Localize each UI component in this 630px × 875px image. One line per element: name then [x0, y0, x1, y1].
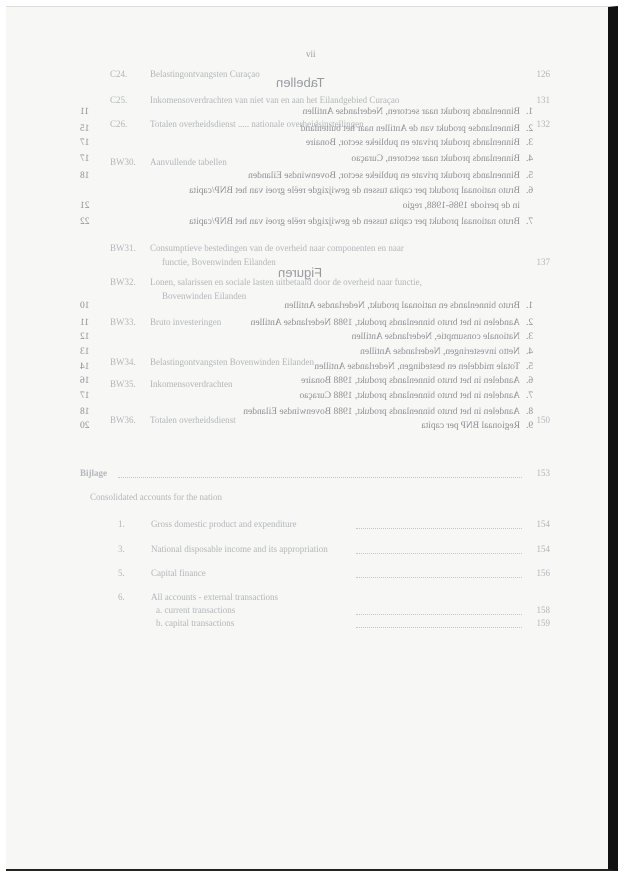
ghost-entry-code: BW34.: [110, 357, 136, 367]
ghost-entry-text: functie, Bovenwinden Eilanden: [162, 257, 276, 267]
ghost-entry-code: C24.: [110, 69, 128, 79]
toc-entry-page: 17: [80, 154, 90, 164]
toc-entry: [74, 124, 536, 137]
toc-entry-num: 5.: [526, 171, 534, 181]
toc-entry-page: 18: [80, 171, 90, 181]
ghost-entry-text: Bruto investeringen: [150, 317, 222, 327]
toc-entry: [74, 318, 536, 331]
ghost-entry-page: 132: [536, 119, 550, 129]
document-page: [6, 6, 618, 871]
toc-entry: [74, 154, 536, 167]
ghost-entry-code: BW36.: [110, 415, 136, 425]
toc-entry-num: 2.: [526, 318, 534, 328]
toc-entry-page: 13: [80, 347, 90, 357]
toc-entry-text: Nationale consumptie, Nederlandse Antillen: [351, 332, 520, 342]
bijlage-item-num: 1.: [118, 519, 125, 529]
toc-entry-page: 21: [80, 201, 90, 211]
toc-entry-text: Binnenlands produkt naar sectoren, Curaçao: [351, 154, 520, 164]
bijlage-item-num: 3.: [118, 544, 125, 554]
ghost-entry-text: Inkomensoverdrachten van niet van en aan het Eilandgebied Curaçao: [150, 95, 400, 105]
toc-entry: [74, 407, 536, 420]
toc-entry-text: Binnenlands produkt private en publieke sector, Bovenwindse Eilanden: [248, 171, 520, 181]
ghost-entry-code: C26.: [110, 119, 128, 129]
toc-entry-page: 22: [80, 217, 90, 227]
toc-entry-text: Aandelen in het bruto binnenlands produkt, 1988 Bovenwindse Eilanden: [243, 407, 520, 417]
bijlage-item-page: 154: [536, 544, 550, 554]
toc-entry-text: Bruto nationaal produkt per capita tussen de gewijzigde reële groei van het BNP/capita: [189, 186, 520, 196]
toc-entry-num: 4.: [526, 154, 534, 164]
toc-entry: [74, 201, 536, 214]
page-label: vii: [306, 49, 316, 59]
front-mirrored-layer: [6, 7, 608, 869]
toc-entry-num: 3.: [526, 332, 534, 342]
toc-entry: [74, 362, 536, 375]
ghost-entry-text: Totalen overheidsdienst ..... nationale overheidsinstellingen: [150, 119, 364, 129]
bijlage-item-text: b. capital transactions: [156, 618, 235, 628]
toc-entry-text: Binnenlands produkt private en publieke sector, Bonaire: [305, 138, 520, 148]
toc-entry: [74, 332, 536, 345]
toc-entry-num: 3.: [526, 138, 534, 148]
toc-entry-page: 15: [80, 124, 90, 134]
ghost-entry-page: 150: [536, 415, 550, 425]
toc-entry-text: Aandelen in het bruto binnenlands produkt, 1988 Curaçao: [299, 391, 520, 401]
ghost-entry-code: BW35.: [110, 379, 136, 389]
toc-entry: [74, 138, 536, 151]
toc-entry-num: 4.: [526, 347, 534, 357]
toc-entry: [74, 347, 536, 360]
bijlage-item-text: Gross domestic product and expenditure: [151, 519, 297, 529]
tabellen-title-text: Tabellen: [276, 75, 325, 90]
toc-entry-text: Netto investeringen, Nederlandse Antillen: [360, 347, 520, 357]
ghost-entry-code: BW30.: [110, 157, 136, 167]
toc-entry-page: 17: [80, 138, 90, 148]
ghost-entry-page: 126: [536, 69, 550, 79]
bijlage-item-text: National disposable income and its appropriation: [151, 544, 328, 554]
toc-entry-num: 5.: [526, 362, 534, 372]
toc-entry-page: 20: [80, 421, 90, 431]
toc-entry-text: Bruto binnenlands en nationaal produkt, Nederlandse Antillen: [284, 301, 520, 311]
bijlage-item-num: 6.: [118, 592, 125, 602]
ghost-entry-text: Bovenwinden Eilanden: [162, 291, 247, 301]
toc-entry-text: Aandelen in het bruto binnenlands produkt, 1988 Nederlandse Antillen: [250, 318, 520, 328]
bijlage-heading: Bijlage: [80, 468, 107, 478]
toc-entry: [74, 421, 536, 434]
ghost-entry-code: BW31.: [110, 243, 136, 253]
toc-entry-page: 17: [80, 391, 90, 401]
bijlage-subtitle: Consolidated accounts for the nation: [90, 492, 222, 502]
toc-entry-text: in de periode 1986-1988, regio: [402, 201, 520, 211]
toc-entry-text: Bruto nationaal produkt per capita tussen de gewijzigde reële groei van het BNP/capita: [189, 217, 520, 227]
ghost-entry-page: 131: [536, 95, 550, 105]
ghost-entry-code: BW33.: [110, 317, 136, 327]
bijlage-item-num: 5.: [118, 568, 125, 578]
ghost-entry-text: Inkomensoverdrachten: [150, 379, 233, 389]
bijlage-item-page: 158: [536, 605, 550, 615]
toc-entry-num: 6.: [526, 186, 534, 196]
ghost-entry-text: Totalen overheidsdienst: [150, 415, 236, 425]
bijlage-item-page: 159: [536, 618, 550, 628]
toc-entry-num: 9.: [526, 421, 534, 431]
toc-entry-page: 16: [80, 376, 90, 386]
toc-entry-num: 8.: [526, 407, 534, 417]
toc-entry-page: 12: [80, 332, 90, 342]
ghost-entry-code: BW32.: [110, 277, 136, 287]
toc-entry: [74, 376, 536, 389]
ghost-entry-page: 137: [536, 257, 550, 267]
toc-entry: [74, 186, 536, 199]
bijlage-item-page: 154: [536, 519, 550, 529]
toc-entry: [74, 217, 536, 230]
ghost-entry-text: Consumptieve bestedingen van de overheid naar componenten en naar: [150, 243, 404, 253]
toc-entry-page: 11: [80, 107, 90, 117]
tabellen-title: [276, 75, 324, 90]
ghost-entry-text: Belastingontvangsten Curaçao: [150, 69, 260, 79]
bijlage-item-text: Capital finance: [151, 568, 206, 578]
toc-entry-text: Totale middelen en bestedingen, Nederlandse Antillen: [314, 362, 520, 372]
toc-entry-text: Binnenlandse produkt van de Antillen naar het buitenland: [300, 124, 520, 134]
toc-entry: [74, 107, 536, 120]
bijlage-page: 153: [536, 468, 550, 478]
bijlage-item-text: a. current transactions: [156, 605, 236, 615]
ghost-entry-text: Lonen, salarissen en sociale lasten uitbetaald door de overheid naar functie,: [150, 277, 422, 287]
toc-entry-num: 1.: [526, 107, 534, 117]
toc-entry-num: 7.: [526, 391, 534, 401]
toc-entry-text: Regionaal BNP per capita: [421, 421, 520, 431]
ghost-entry-text: Belastingontvangsten Bovenwinden Eilanden: [150, 357, 314, 367]
toc-entry-num: 7.: [526, 217, 534, 227]
toc-entry-page: 11: [80, 318, 90, 328]
bijlage-item-text: All accounts - external transactions: [151, 592, 278, 602]
ghost-entry-code: C25.: [110, 95, 128, 105]
bijlage-item-page: 156: [536, 568, 550, 578]
figuren-title-text: Figuren: [278, 265, 323, 280]
toc-entry-page: 14: [80, 362, 90, 372]
toc-entry: [74, 391, 536, 404]
toc-entry-num: 6.: [526, 376, 534, 386]
toc-entry: [74, 301, 536, 314]
toc-entry: [74, 171, 536, 184]
ghost-entry-text: Aanvullende tabellen: [150, 157, 227, 167]
toc-entry-num: 1.: [526, 301, 534, 311]
toc-entry-text: Aandelen in het bruto binnenlands produkt, 1988 Bonaire: [301, 376, 520, 386]
toc-entry-text: Binnenlands produkt naar sectoren, Nederlandse Antillen: [302, 107, 520, 117]
figuren-title: [278, 265, 322, 280]
toc-entry-page: 10: [80, 301, 90, 311]
toc-entry-num: 2.: [526, 124, 534, 134]
toc-entry-page: 18: [80, 407, 90, 417]
